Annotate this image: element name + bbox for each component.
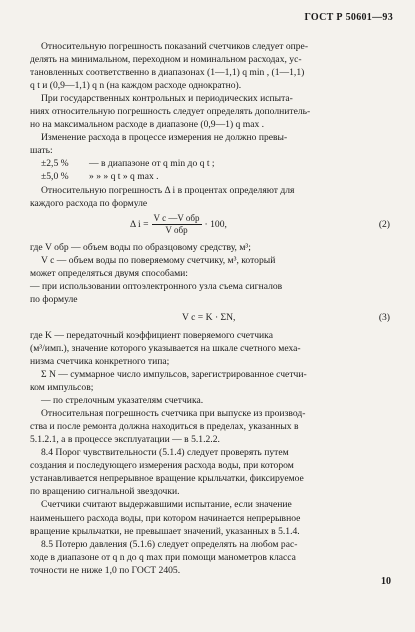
paragraph-6: V c — объем воды по поверяемому счетчику, м³, который может определяться двумя способами: — при использовании оптоэлектронного узла съема сигналов по формуле	[30, 254, 283, 305]
paragraph-13: 8.5 Потерю давления (5.1.6) следует определять на любом рас- ходе в диапазоне от q n до q max при помощи манометров класса точности не ниже 1,0 по ГОСТ 2405.	[30, 538, 298, 576]
tolerance-value: ±5,0 %	[41, 171, 69, 183]
paragraph-3: Изменение расхода в процессе измерения не должно превы- шать:	[30, 132, 288, 157]
formula-3	[30, 309, 390, 327]
formula-fraction	[152, 213, 202, 236]
paragraph-11: 8.4 Порог чувствительности (5.1.4) следует проверять путем создания и последующего измерения расхода воды, при котором устанавливается непрерывное вращение крыльчатки, фиксируемое по вращению сигнальной звездочки.	[30, 447, 304, 498]
equation-number: (3)	[378, 311, 390, 323]
paragraph-7: где K — передаточный коэффициент поверяемого счетчика (м³/имп.), значение которого указывается на шкале счетного меха- низма счетчика конкретного типа;	[30, 329, 301, 367]
paragraph-1: Относительную погрешность показаний счетчиков следует опре- делять на минимальном, переходном и номинальном расходах, ус- тановленных соответственно в диапазонах (1—1,1) q min , (1—1,1) q t и (0,9—1,1) q n (на каждом расходе однократно).	[30, 41, 309, 92]
tolerance-text: » » » q t » q max .	[89, 171, 159, 183]
formula-numerator: V c —V обр	[153, 213, 200, 224]
paragraph-12: Счетчики считают выдержавшими испытание, если значение наименьшего расхода воды, при котором начинается непрерывное вращение крыльчатки, не превышает значений, указанных в 5.1.4.	[30, 499, 301, 537]
formula-denominator: V обр	[165, 225, 188, 236]
tolerance-value: ±2,5 %	[41, 158, 69, 170]
formula-body: V c = K · ΣN,	[182, 311, 236, 323]
equation-number: (2)	[378, 218, 390, 230]
paragraph-10: Относительная погрешность счетчика при выпуске из производ- ства и после ремонта должна находиться в пределах, указанных в 5.1.2.1, а в процессе эксплуатации — в 5.1.2.2.	[30, 408, 306, 446]
paragraph-2: При государственных контрольных и периодических испыта- ниях относительную погрешность следует определять дополнитель- но на максимальном расходе в диапазоне (0,9—1) q max .	[30, 93, 311, 131]
tolerance-list	[41, 157, 390, 183]
paragraph-8: Σ N — суммарное число импульсов, зарегистрированное счетчи- ком импульсов;	[30, 368, 307, 394]
formula-lhs: Δ i =	[130, 219, 149, 231]
document-body	[30, 40, 390, 577]
page-number: 10	[381, 576, 391, 587]
tolerance-text: — в диапазоне от q min до q t ;	[89, 158, 215, 170]
document-header: ГОСТ Р 50601—93	[304, 12, 393, 23]
paragraph-9: — по стрелочным указателям счетчика.	[41, 395, 204, 407]
paragraph-4: Относительную погрешность Δ i в процентах определяют для каждого расхода по формуле	[30, 184, 295, 209]
paragraph-5: где V обр — объем воды по образцовому средству, м³;	[30, 241, 251, 253]
formula-rhs: · 100,	[204, 219, 227, 231]
formula-2	[30, 212, 390, 238]
